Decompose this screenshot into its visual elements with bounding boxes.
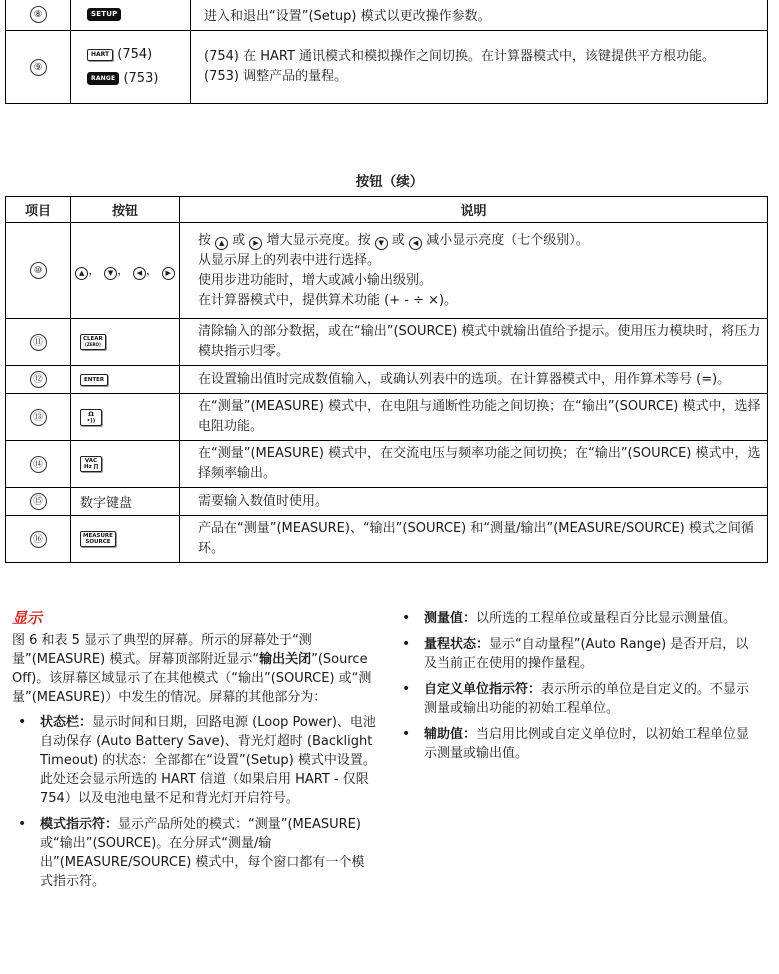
down-arrow-key-icon: ▼ (104, 267, 117, 280)
table-header-row (6, 197, 768, 223)
left-arrow-key-icon: ◀ (409, 237, 422, 250)
table-row (6, 441, 768, 488)
row-description: 产品在“测量”(MEASURE)、“输出”(SOURCE) 和“测量/输出”(MEASURE/SOURCE) 模式之间循环。 (198, 521, 754, 556)
column-header: 按钮 (71, 197, 180, 223)
section-heading: 显示 (12, 609, 43, 627)
arrow-keys: ▲ ， ▼ ， ◀ ， ▶ (75, 263, 174, 277)
item-number: ⑧ (30, 6, 47, 23)
up-arrow-key-icon: ▲ (75, 267, 88, 280)
table-row (6, 394, 768, 441)
list-item: • 辅助值：当启用比例或自定义单位时，以初始工程单位显示测量或输出值。 (396, 725, 756, 763)
list-item: • 状态栏：显示时间和日期，回路电源 (Loop Power)、电池自动保存 (Auto Battery Save)、背光灯超时 (Backlight Timeout) 的状态：全部都在“设置”(Setup) 模式中设置。此处还会显示所选的 HART 信道（如果启用 HART - 仅限 754）以及电池电量不足和背光灯开启符号。 (12, 713, 376, 808)
table-row (6, 319, 768, 366)
list-item: • 模式指示符：显示产品所处的模式：“测量”(MEASURE) 或“输出”(SOURCE)。在分屏式“测量/输出”(MEASURE/SOURCE) 模式中，每个窗口都有一个模式指示符。 (12, 815, 376, 891)
vac-hz-key-icon: VAC Hz ∏ (80, 456, 102, 472)
column-header: 说明 (180, 197, 768, 223)
row-description: 在“测量”(MEASURE) 模式中，在电阻与通断性功能之间切换；在“输出”(SOURCE) 模式中，选择电阻功能。 (198, 399, 761, 434)
column-header: 项目 (6, 197, 71, 223)
table-row (6, 0, 768, 31)
item-number: ⑫ (30, 371, 47, 388)
item-number: ⑨ (30, 59, 47, 76)
table-row (6, 516, 768, 563)
range-key-icon: RANGE (87, 72, 119, 85)
list-item: • 测量值：以所选的工程单位或量程百分比显示测量值。 (396, 609, 756, 628)
item-number: ⑩ (30, 262, 47, 279)
row-description: 在计算器模式中，提供算术功能 (+ - ÷ ×)。 (198, 292, 458, 308)
item-number: ⑭ (30, 456, 47, 473)
table-row (6, 31, 768, 104)
right-arrow-key-icon: ▶ (249, 237, 262, 250)
setup-key-icon: SETUP (87, 8, 121, 21)
row-description: 清除输入的部分数据，或在“输出”(SOURCE) 模式中就输出值给予提示。使用压力模块时，将压力模块指示归零。 (198, 324, 761, 359)
row-description: 使用步进功能时，增大或减小输出级别。 (198, 272, 433, 288)
list-item: • 量程状态：显示“自动量程”(Auto Range) 是否开启，以及当前正在使用的操作量程。 (396, 635, 756, 673)
left-arrow-key-icon: ◀ (133, 267, 146, 280)
item-number: ⑬ (30, 409, 47, 426)
buttons-table (5, 196, 768, 563)
top-table (5, 0, 768, 104)
up-arrow-key-icon: ▲ (215, 237, 228, 250)
left-bullet-list (12, 713, 376, 891)
row-description: 在设置输出值时完成数值输入，或确认列表中的选项。在计算器模式中，用作算术等号 (=)。 (198, 371, 731, 387)
table-title: 按钮（续） (355, 174, 424, 190)
hart-key-icon: HART (87, 49, 113, 61)
table-row (6, 223, 768, 319)
row-description: (754) 在 HART 通讯模式和模拟操作之间切换。在计算器模式中，该键提供平方根功能。 (204, 49, 716, 64)
row-description: 在“测量”(MEASURE) 模式中，在交流电压与频率功能之间切换；在“输出”(SOURCE) 模式中，选择频率输出。 (198, 446, 761, 481)
item-number: ⑯ (30, 531, 47, 548)
ohm-continuity-key-icon: Ω •)) (80, 409, 102, 426)
list-item: • 自定义单位指示符：表示所示的单位是自定义的。不显示测量或输出功能的初始工程单位。 (396, 680, 756, 718)
right-bullet-list (396, 609, 756, 763)
clear-zero-key-icon: CLEAR (ZERO) (80, 334, 106, 350)
right-arrow-key-icon: ▶ (162, 267, 175, 280)
numeric-keypad-label: 数字键盘 (80, 496, 133, 511)
item-number: ⑮ (30, 493, 47, 510)
table-row (6, 366, 768, 394)
down-arrow-key-icon: ▼ (375, 237, 388, 250)
row-description: 按 ▲ 或 ▶ 增大显示亮度。按 ▼ 或 ◀ 减小显示亮度（七个级别）。 (198, 232, 589, 248)
table-row (6, 488, 768, 516)
range-key-label: (753) (123, 71, 159, 86)
row-description: 进入和退出“设置”(Setup) 模式以更改操作参数。 (204, 9, 491, 24)
row-description: 需要输入数值时使用。 (198, 493, 329, 509)
enter-key-icon: ENTER (80, 374, 108, 386)
measure-source-key-icon: MEASURE SOURCE (80, 531, 116, 547)
display-intro: 图 6 和表 5 显示了典型的屏幕。所示的屏幕处于“测量”(MEASURE) 模式。屏幕顶部附近显示“输出关闭”(Source Off)。该屏幕区域显示了在其他模式（“输出”(SOURCE) 或“测量”(MEASURE)）中发生的情况。屏幕的其他部分为： (12, 633, 372, 705)
item-number: ⑪ (30, 334, 47, 351)
row-description: (753) 调整产品的量程。 (204, 69, 348, 84)
hart-key-label: (754) (117, 47, 153, 62)
row-description: 从显示屏上的列表中进行选择。 (198, 252, 381, 268)
